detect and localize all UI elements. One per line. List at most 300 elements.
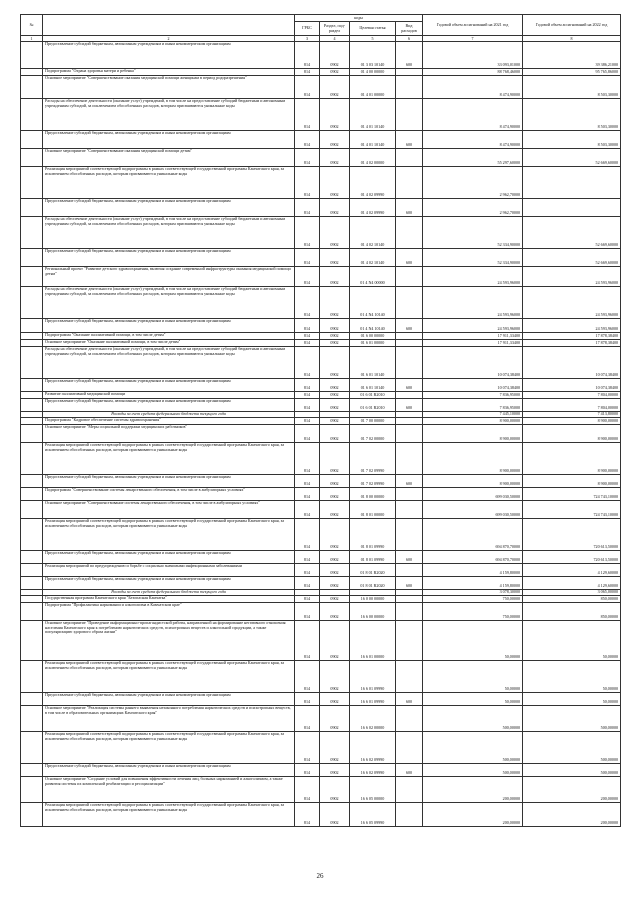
table-row <box>21 287 621 319</box>
header-vol-2022: Годовой объем ассигнований на 2022 год <box>523 15 621 36</box>
row-vol-2021: 7 836,95000 <box>423 392 523 399</box>
table-row <box>21 249 621 267</box>
row-vol-2021: 699 030,50000 <box>423 488 523 501</box>
row-vol-2021: 50,00000 <box>423 621 523 661</box>
row-section: 0902 <box>320 399 350 412</box>
row-target: 16 6 05 00000 <box>350 777 396 803</box>
row-vol-2022: 8 503,30000 <box>523 131 621 149</box>
row-target: 01 7 02 09990 <box>350 475 396 488</box>
row-vol-2022: 10 074,38400 <box>523 379 621 392</box>
row-type <box>396 425 423 443</box>
row-num-cell <box>21 267 43 287</box>
table-row <box>21 399 621 412</box>
row-num-cell <box>21 764 43 777</box>
row-target: 01 8 01 09990 <box>350 519 396 551</box>
row-type: 600 <box>396 131 423 149</box>
row-vol-2021: 17 911,33400 <box>423 340 523 347</box>
row-type <box>396 287 423 319</box>
row-num-cell <box>21 347 43 379</box>
row-grbs: 814 <box>295 501 320 519</box>
table-row <box>21 340 621 347</box>
row-type <box>396 149 423 167</box>
row-section: 0902 <box>320 379 350 392</box>
row-num-cell <box>21 379 43 392</box>
row-grbs: 814 <box>295 693 320 706</box>
row-vol-2021: 52 334,90000 <box>423 249 523 267</box>
row-target: 16 6 02 09990 <box>350 764 396 777</box>
row-target: 01 4 N4 00000 <box>350 267 396 287</box>
row-description: Подпрограмма "Профилактика наркомании и алкоголизма в Камчатском крае" <box>43 603 295 621</box>
row-section: 0902 <box>320 577 350 590</box>
row-target: 01 8 01 R2020 <box>350 577 396 590</box>
row-grbs: 814 <box>295 392 320 399</box>
row-vol-2022: 10 074,38400 <box>523 347 621 379</box>
row-description: Подпрограмма "Оказание паллиативной помощи, в том числе детям" <box>43 333 295 340</box>
row-type <box>396 167 423 199</box>
row-target: 01 4 N4 10140 <box>350 319 396 333</box>
row-num-cell <box>21 333 43 340</box>
row-vol-2021: 24 593,96000 <box>423 267 523 287</box>
row-target: 16 6 05 09990 <box>350 803 396 827</box>
row-type <box>396 706 423 732</box>
row-section: 0902 <box>320 732 350 764</box>
row-vol-2022: 24 593,96000 <box>523 319 621 333</box>
row-type <box>396 596 423 603</box>
row-num-cell <box>21 199 43 217</box>
table-row <box>21 803 621 827</box>
row-vol-2021: 8 474,90000 <box>423 131 523 149</box>
row-vol-2021: 8 900,00000 <box>423 418 523 425</box>
row-description: Предоставление субсидий бюджетным, автономным учреждениям и иным некоммерческим организациям <box>43 764 295 777</box>
row-section: 0902 <box>320 69 350 76</box>
row-description: Основное мероприятие "Оказание паллиативной помощи, в том числе детям" <box>43 340 295 347</box>
table-row <box>21 764 621 777</box>
row-type: 600 <box>396 551 423 564</box>
row-type <box>396 488 423 501</box>
row-grbs: 814 <box>295 69 320 76</box>
row-section: 0902 <box>320 319 350 333</box>
row-vol-2021: 694 870,70000 <box>423 551 523 564</box>
row-target: 01 8 01 00000 <box>350 501 396 519</box>
row-vol-2021: 500,00000 <box>423 764 523 777</box>
row-vol-2022: 7 804,00000 <box>523 392 621 399</box>
row-type: 600 <box>396 42 423 69</box>
row-type <box>396 340 423 347</box>
row-section: 0902 <box>320 706 350 732</box>
row-target: 01 4 N4 10140 <box>350 287 396 319</box>
row-type <box>396 217 423 249</box>
row-target: 16 6 01 09990 <box>350 661 396 693</box>
colnum-1: 1 <box>21 36 43 42</box>
row-vol-2022: 500,00000 <box>523 732 621 764</box>
row-grbs: 814 <box>295 596 320 603</box>
row-grbs: 814 <box>295 603 320 621</box>
table-row <box>21 267 621 287</box>
row-grbs: 814 <box>295 287 320 319</box>
row-grbs: 814 <box>295 621 320 661</box>
row-target: 01 4 02 00000 <box>350 149 396 167</box>
table-row <box>21 217 621 249</box>
row-vol-2022: 8 900,00000 <box>523 425 621 443</box>
row-vol-2022: 200,00000 <box>523 803 621 827</box>
row-description: Основное мероприятие "Совершенствование системы лекарственного обеспечения, в том числе в амбулаторных условиях" <box>43 501 295 519</box>
row-vol-2022: 724 743,10000 <box>523 488 621 501</box>
row-vol-2022 <box>523 167 621 199</box>
row-vol-2022: 8 503,30000 <box>523 99 621 131</box>
row-vol-2021: 2 962,70000 <box>423 199 523 217</box>
row-description: Расходы на обеспечение деятельности (оказание услуг) учреждений, в том числе на предоставление субсидий бюджетным и автономным учреждениям субсидий, за исключением обособленных расходов, которым присваиваются уникальные коды <box>43 99 295 131</box>
row-grbs: 814 <box>295 732 320 764</box>
row-num-cell <box>21 443 43 475</box>
row-section: 0902 <box>320 475 350 488</box>
table-row <box>21 418 621 425</box>
row-grbs: 814 <box>295 199 320 217</box>
table-row <box>21 392 621 399</box>
row-type <box>396 418 423 425</box>
row-vol-2021: 24 593,96000 <box>423 319 523 333</box>
row-section: 0902 <box>320 764 350 777</box>
row-section: 0902 <box>320 267 350 287</box>
row-type: 600 <box>396 764 423 777</box>
table-row <box>21 488 621 501</box>
row-vol-2021: 699 030,50000 <box>423 501 523 519</box>
row-section: 0902 <box>320 418 350 425</box>
table-row <box>21 501 621 519</box>
row-type <box>396 347 423 379</box>
row-section: 0902 <box>320 287 350 319</box>
row-grbs: 814 <box>295 564 320 577</box>
row-target: 01 4 01 00000 <box>350 76 396 99</box>
table-row <box>21 706 621 732</box>
row-section: 0902 <box>320 621 350 661</box>
table-row <box>21 379 621 392</box>
row-vol-2022: 7 804,00000 <box>523 399 621 412</box>
row-vol-2021: 10 074,38400 <box>423 379 523 392</box>
row-vol-2022: 720 613,50000 <box>523 519 621 551</box>
header-vol-2021: Годовой объем ассигнований на 2021 год <box>423 15 523 36</box>
row-vol-2021: 8 900,00000 <box>423 443 523 475</box>
row-description: Расходы за счет средств федерального бюджета текущего года <box>43 412 295 418</box>
row-target: 16 6 00 00000 <box>350 603 396 621</box>
row-description: Основное мероприятие "Реализация системы раннего выявления незаконного потребления наркотических средств и психотропных веществ, в том числе в образовательных организациях Камчатского края" <box>43 706 295 732</box>
row-description: Предоставление субсидий бюджетным, автономным учреждениям и иным некоммерческим организациям <box>43 475 295 488</box>
row-vol-2022: 850,00000 <box>523 603 621 621</box>
row-num-cell <box>21 501 43 519</box>
table-row <box>21 167 621 199</box>
row-vol-2021: 8 900,00000 <box>423 475 523 488</box>
row-grbs: 814 <box>295 379 320 392</box>
table-row <box>21 777 621 803</box>
table-row <box>21 661 621 693</box>
table-body <box>21 42 621 827</box>
row-description: Реализация мероприятий соответствующей подпрограммы в рамках соответствующей государственной программы Камчатского края, за исключением обособленных расходов, которым присваиваются уникальные коды <box>43 443 295 475</box>
row-grbs: 814 <box>295 333 320 340</box>
row-vol-2021: 24 593,96000 <box>423 287 523 319</box>
row-num-cell <box>21 425 43 443</box>
table-row <box>21 693 621 706</box>
row-type <box>396 621 423 661</box>
row-vol-2022: 724 743,10000 <box>523 501 621 519</box>
row-target: 01 4 02 10140 <box>350 249 396 267</box>
row-section: 0902 <box>320 217 350 249</box>
row-grbs: 814 <box>295 217 320 249</box>
table-row <box>21 603 621 621</box>
row-type: 600 <box>396 399 423 412</box>
row-section: 0902 <box>320 488 350 501</box>
page-number: 26 <box>316 872 324 880</box>
table-row <box>21 199 621 217</box>
row-num-cell <box>21 803 43 827</box>
row-vol-2022: 52 669,60000 <box>523 249 621 267</box>
header-section: Раздел, под-раздел <box>320 22 350 36</box>
row-description: Расходы на обеспечение деятельности (оказание услуг) учреждений, в том числе на предоставление субсидий бюджетным и автономным учреждениям субсидий, за исключением обособленных расходов, которым присваиваются уникальные коды <box>43 287 295 319</box>
row-type <box>396 661 423 693</box>
row-grbs: 814 <box>295 764 320 777</box>
row-vol-2021: 8 474,90000 <box>423 76 523 99</box>
row-vol-2021: 52 334,90000 <box>423 217 523 249</box>
row-target: 01 4 01 10140 <box>350 131 396 149</box>
row-grbs: 814 <box>295 267 320 287</box>
row-target: 01 4 02 09990 <box>350 167 396 199</box>
row-description: Основное мероприятие "Проведение информационно-пропагандистской работы, направленной на формирование негативного отношения населения Камчатского края к потреблению наркотических средств, психотропных веществ и алкогольной продукции, а также популяризацию здорового образа жизни" <box>43 621 295 661</box>
row-description: Реализация мероприятий соответствующей подпрограммы в рамках соответствующей государственной программы Камчатского края, за исключением обособленных расходов, которым присваиваются уникальные коды <box>43 167 295 199</box>
row-section: 0902 <box>320 131 350 149</box>
row-target: 16 6 02 09990 <box>350 732 396 764</box>
colnum-6: 6 <box>396 36 423 42</box>
row-type <box>396 99 423 131</box>
row-vol-2022: 95 765,86000 <box>523 69 621 76</box>
row-type <box>396 333 423 340</box>
row-section: 0902 <box>320 803 350 827</box>
row-num-cell <box>21 418 43 425</box>
row-grbs: 814 <box>295 399 320 412</box>
row-section: 0902 <box>320 501 350 519</box>
row-type: 600 <box>396 319 423 333</box>
row-grbs: 814 <box>295 167 320 199</box>
row-section: 0902 <box>320 661 350 693</box>
row-description: Реализация мероприятий соответствующей подпрограммы в рамках соответствующей государственной программы Камчатского края, за исключением обособленных расходов, которым присваиваются уникальные коды <box>43 803 295 827</box>
row-description: Реализация мероприятий соответствующей подпрограммы в рамках соответствующей государственной программы Камчатского края, за исключением обособленных расходов, которым присваиваются уникальные коды <box>43 519 295 551</box>
row-vol-2022: 52 669,60000 <box>523 149 621 167</box>
row-vol-2022: 500,00000 <box>523 706 621 732</box>
row-vol-2022: 200,00000 <box>523 777 621 803</box>
row-description: Предоставление субсидий бюджетным, автономным учреждениям и иным некоммерческим организациям <box>43 199 295 217</box>
table-row <box>21 99 621 131</box>
row-target: 16 0 00 00000 <box>350 596 396 603</box>
row-description: Реализация мероприятий соответствующей подпрограммы в рамках соответствующей государственной программы Камчатского края, за исключением обособленных расходов, которым присваиваются уникальные коды <box>43 732 295 764</box>
table-row <box>21 149 621 167</box>
row-target: 01 6 00 00000 <box>350 333 396 340</box>
row-section: 0902 <box>320 693 350 706</box>
row-grbs: 814 <box>295 149 320 167</box>
row-description: Предоставление субсидий бюджетным, автономным учреждениям и иным некоммерческим организациям <box>43 249 295 267</box>
row-description: Расходы на обеспечение деятельности (оказание услуг) учреждений, в том числе на предоставление субсидий бюджетным и автономным учреждениям субсидий, за исключением обособленных расходов, которым присваиваются уникальные коды <box>43 217 295 249</box>
table-row <box>21 319 621 333</box>
row-grbs: 814 <box>295 418 320 425</box>
row-num-cell <box>21 706 43 732</box>
row-type: 600 <box>396 475 423 488</box>
table-row <box>21 42 621 69</box>
row-grbs: 814 <box>295 131 320 149</box>
row-description: Расходы на обеспечение деятельности (оказание услуг) учреждений, в том числе на предоставление субсидий бюджетным и автономным учреждениям субсидий, за исключением обособленных расходов, которым присваиваются уникальные коды <box>43 347 295 379</box>
row-vol-2021: 2 962,70000 <box>423 167 523 199</box>
table-row <box>21 577 621 590</box>
table-row <box>21 69 621 76</box>
row-num-cell <box>21 777 43 803</box>
row-vol-2022: 17 878,38400 <box>523 340 621 347</box>
row-vol-2022: 720 613,50000 <box>523 551 621 564</box>
row-num-cell <box>21 217 43 249</box>
header-codes: коды <box>295 15 423 22</box>
row-type: 600 <box>396 577 423 590</box>
row-section: 0902 <box>320 564 350 577</box>
row-description: Предоставление субсидий бюджетным, автономным учреждениям и иным некоммерческим организациям <box>43 399 295 412</box>
row-type: 600 <box>396 249 423 267</box>
table-row <box>21 475 621 488</box>
row-grbs: 814 <box>295 777 320 803</box>
row-description: Основное мероприятие "Меры социальной поддержки медицинских работников" <box>43 425 295 443</box>
row-vol-2022: 8 900,00000 <box>523 443 621 475</box>
row-vol-2022: 24 593,96000 <box>523 267 621 287</box>
row-num-cell <box>21 577 43 590</box>
row-vol-2021: 50,00000 <box>423 693 523 706</box>
row-num-cell <box>21 249 43 267</box>
row-grbs: 814 <box>295 249 320 267</box>
row-grbs: 814 <box>295 319 320 333</box>
budget-table <box>20 14 621 827</box>
row-num-cell <box>21 149 43 167</box>
colnum-7: 7 <box>423 36 523 42</box>
table-row <box>21 76 621 99</box>
row-target: 16 6 01 09990 <box>350 693 396 706</box>
row-vol-2021: 10 074,38400 <box>423 347 523 379</box>
row-num-cell <box>21 732 43 764</box>
row-description: Предоставление субсидий бюджетным, автономным учреждениям и иным некоммерческим организациям <box>43 379 295 392</box>
row-num-cell <box>21 693 43 706</box>
table-row <box>21 621 621 661</box>
row-type <box>396 519 423 551</box>
row-section: 0902 <box>320 777 350 803</box>
row-type <box>396 603 423 621</box>
table-row <box>21 519 621 551</box>
row-type <box>396 76 423 99</box>
row-description: Предоставление субсидий бюджетным, автономным учреждениям и иным некоммерческим организациям <box>43 42 295 69</box>
row-section: 0902 <box>320 167 350 199</box>
row-type <box>396 777 423 803</box>
row-description: Расходы за счет средств федерального бюджета текущего года <box>43 590 295 596</box>
row-section: 0902 <box>320 340 350 347</box>
row-num-cell <box>21 319 43 333</box>
row-target: 01 6 01 00000 <box>350 340 396 347</box>
row-description: Предоставление субсидий бюджетным, автономным учреждениям и иным некоммерческим организациям <box>43 693 295 706</box>
row-vol-2022: 50,00000 <box>523 693 621 706</box>
budget-table-sheet <box>20 14 620 827</box>
row-vol-2022: 8 900,00000 <box>523 418 621 425</box>
colnum-3: 3 <box>295 36 320 42</box>
row-num-cell <box>21 519 43 551</box>
row-num-cell <box>21 167 43 199</box>
row-type <box>396 501 423 519</box>
header-description <box>43 15 295 36</box>
row-description: Развитие паллиативной медицинской помощи <box>43 392 295 399</box>
row-section: 0902 <box>320 99 350 131</box>
row-grbs: 814 <box>295 42 320 69</box>
row-target: 01 3 03 10140 <box>350 42 396 69</box>
row-section: 0902 <box>320 392 350 399</box>
row-target: 01 4 00 00000 <box>350 69 396 76</box>
row-vol-2021: 4 159,80000 <box>423 577 523 590</box>
row-description: Основное мероприятие "Совершенствование оказания медицинской помощи детям" <box>43 149 295 167</box>
table-row <box>21 443 621 475</box>
row-target: 01 4 01 10140 <box>350 99 396 131</box>
row-num-cell <box>21 287 43 319</box>
row-num-cell <box>21 99 43 131</box>
table-row <box>21 425 621 443</box>
row-description: Предоставление субсидий бюджетным, автономным учреждениям и иным некоммерческим организациям <box>43 577 295 590</box>
row-num-cell <box>21 392 43 399</box>
row-target: 01 6 01 10140 <box>350 347 396 379</box>
colnum-5: 5 <box>350 36 396 42</box>
table-row <box>21 564 621 577</box>
row-vol-2021: 50,00000 <box>423 661 523 693</box>
row-vol-2021: 694 870,70000 <box>423 519 523 551</box>
row-grbs: 814 <box>295 443 320 475</box>
row-vol-2021: 33 093,01000 <box>423 42 523 69</box>
row-vol-2021: 7 445,10000 <box>423 412 523 418</box>
row-vol-2021: 200,00000 <box>423 803 523 827</box>
row-description: Основное мероприятие "Совершенствование оказания медицинской помощи женщинам в период родоразрешения" <box>43 76 295 99</box>
row-target: 01 8 00 00000 <box>350 488 396 501</box>
row-section: 0902 <box>320 443 350 475</box>
row-vol-2022: 8 503,30000 <box>523 76 621 99</box>
row-target: 01 8 01 R2020 <box>350 564 396 577</box>
table-row <box>21 551 621 564</box>
row-grbs: 814 <box>295 475 320 488</box>
row-vol-2021: 55 297,60000 <box>423 149 523 167</box>
row-grbs: 814 <box>295 347 320 379</box>
row-num-cell <box>21 621 43 661</box>
row-description: Реализация мероприятий по предупреждению и борьбе с социально значимыми инфекционными заболеваниями <box>43 564 295 577</box>
header-target: Целевая статья <box>350 22 396 36</box>
row-type: 600 <box>396 199 423 217</box>
table-row <box>21 596 621 603</box>
row-description: Предоставление субсидий бюджетным, автономным учреждениям и иным некоммерческим организациям <box>43 131 295 149</box>
row-type <box>396 732 423 764</box>
row-grbs: 814 <box>295 76 320 99</box>
row-num-cell <box>21 551 43 564</box>
row-description: Региональный проект "Развитие детского здравоохранения, включая создание современной инфраструктуры оказания медицинской помощи детям" <box>43 267 295 287</box>
row-vol-2021: 500,00000 <box>423 732 523 764</box>
row-grbs: 814 <box>295 551 320 564</box>
row-section: 0902 <box>320 76 350 99</box>
header-num: № <box>21 15 43 36</box>
table-row <box>21 347 621 379</box>
row-grbs: 814 <box>295 488 320 501</box>
row-type <box>396 443 423 475</box>
row-vol-2021: 88 768,46000 <box>423 69 523 76</box>
row-vol-2022: 500,00000 <box>523 764 621 777</box>
row-type: 600 <box>396 379 423 392</box>
row-description: Предоставление субсидий бюджетным, автономным учреждениям и иным некоммерческим организациям <box>43 319 295 333</box>
row-vol-2022: 50,00000 <box>523 621 621 661</box>
row-num-cell <box>21 661 43 693</box>
row-type <box>396 392 423 399</box>
row-vol-2022: 39 386,21000 <box>523 42 621 69</box>
header-type: Вид расходов <box>396 22 423 36</box>
row-vol-2021: 8 900,00000 <box>423 425 523 443</box>
row-target: 16 6 01 00000 <box>350 621 396 661</box>
colnum-4: 4 <box>320 36 350 42</box>
